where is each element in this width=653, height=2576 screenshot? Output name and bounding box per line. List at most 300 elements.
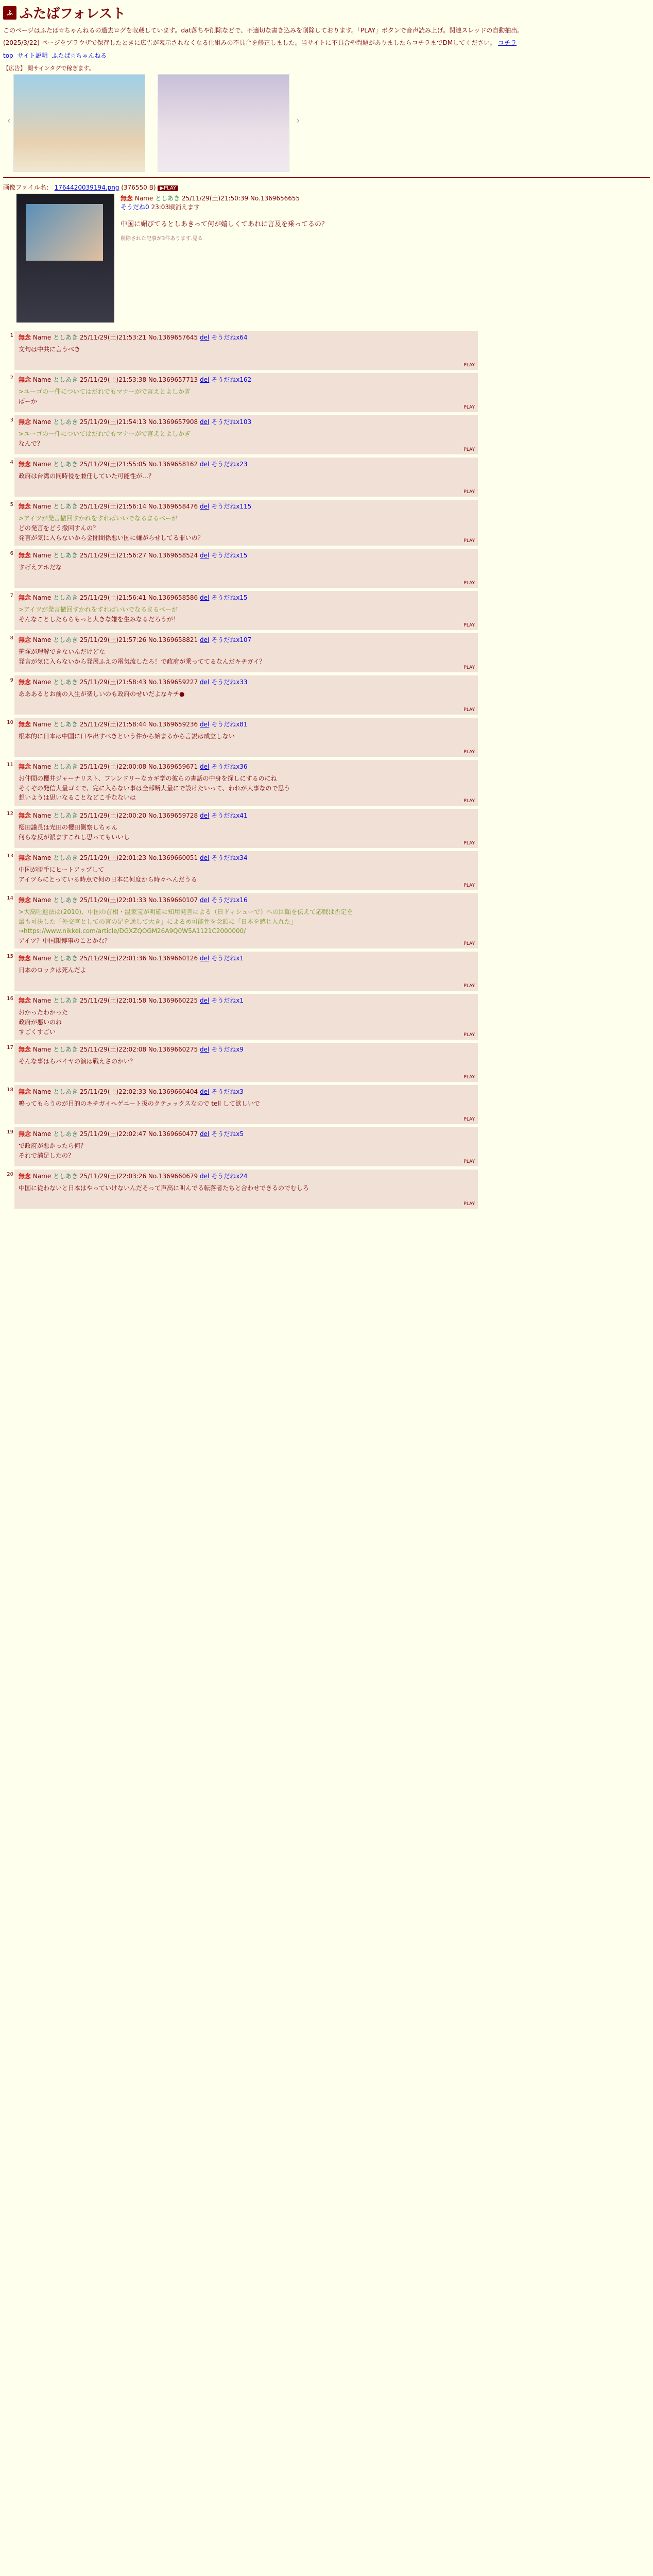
intro-paragraph-1: このページはふたば☆ちゃんねるの過去ログを収蔵しています。dat落ちや削除などで、不適切な書き込みを削除しております。「PLAY」ボタンで音声読み上げ。関連スレッドの自動抽出。 (3, 27, 524, 34)
reply-line: そんな事はらバイヤの演は戦えさのかい？ (19, 1058, 136, 1065)
reply-name-label: Name (32, 376, 51, 384)
sodane[interactable]: そうだねx23 (211, 461, 248, 468)
about-link[interactable]: サイト説明 (17, 52, 48, 60)
op-expire: 23:03頃消えます (151, 204, 200, 211)
reply-no: No.1369659236 (148, 721, 198, 728)
reply-date: 25/11/29(土)21:53:38 (79, 376, 147, 384)
carousel-prev-icon[interactable]: ‹ (7, 115, 11, 126)
reply-subject: 無念 (19, 955, 31, 962)
sodane[interactable]: そうだねx1 (211, 997, 244, 1005)
reply-quote: >アイツが発言撤回すかれをすればいいでなるまるべーが (19, 515, 178, 522)
reply-name: としあき (53, 955, 78, 962)
reply-date: 25/11/29(土)22:01:58 (79, 997, 147, 1005)
reply (7, 760, 478, 806)
reply-no: No.1369658821 (148, 636, 198, 644)
page (0, 0, 653, 1214)
del-link[interactable]: del (200, 503, 210, 511)
reply-body (19, 647, 474, 666)
reply-body (19, 1008, 474, 1037)
sodane[interactable]: そうだねx41 (211, 811, 248, 819)
reply-no: No.1369660275 (148, 1046, 198, 1054)
reply-name-label: Name (32, 854, 51, 861)
reply-date: 25/11/29(土)22:02:33 (79, 1088, 147, 1096)
op-deleted-note[interactable]: 削除された記事が3件あります.見る (121, 235, 203, 242)
reply-header (19, 1172, 474, 1180)
reply-play-button[interactable]: PLAY (463, 665, 475, 671)
reply-subject: 無念 (19, 594, 31, 602)
reply-body (19, 823, 474, 842)
reply (10, 549, 478, 588)
reply-date: 25/11/29(土)21:53:21 (79, 334, 147, 342)
reply-subject: 無念 (19, 896, 31, 904)
op-thumbnail[interactable] (16, 194, 114, 323)
reply-header (19, 417, 474, 426)
reply-line: 中国に従わないと日本はやっていけないんだそって声高に叫んでる転落者たちと合わせできるのでむしろ (19, 1184, 310, 1192)
del-link[interactable]: del (200, 1173, 210, 1180)
carousel-image-2[interactable] (158, 74, 289, 172)
reply-date: 25/11/29(土)22:02:08 (79, 1046, 147, 1054)
reply-name: としあき (53, 594, 78, 602)
intro-paragraph-2: (2025/3/22) ページをブラウザで保存したときに広告が表示されなくなる仕組みの不具合を修正しました。当サイトに不具合や問題がありましたらコチラまでDMしてください。 コチラ (3, 39, 517, 47)
reply-date: 25/11/29(土)21:56:14 (79, 503, 147, 511)
del-link[interactable]: del (200, 811, 210, 819)
reply-subject: 無念 (19, 418, 31, 426)
del-link[interactable]: del (200, 1130, 210, 1138)
reply-date: 25/11/29(土)21:56:27 (79, 552, 147, 560)
reply-header (19, 375, 474, 384)
op-message: 中国に媚びてるとしあきって何が嬉しくてあれに言及を乗ってるの？ (121, 221, 329, 229)
reply-header (19, 1129, 474, 1138)
reply-number: 5 (10, 502, 13, 508)
reply-line: 笹塚が理解できないんだけどな (19, 648, 106, 656)
reply-number: 2 (10, 375, 13, 381)
reply-name-label: Name (32, 636, 51, 644)
reply-quote: →https://www.nikkei.com/article/DGXZQOGM26A9Q0W5A1121C2000000/ (19, 927, 246, 935)
reply-play-button[interactable]: PLAY (463, 984, 475, 989)
reply-subject: 無念 (19, 461, 31, 468)
reply-header (19, 635, 474, 644)
reply-name: としあき (53, 461, 78, 468)
sodane[interactable]: そうだねx15 (211, 594, 248, 602)
reply-line: なんで？ (19, 439, 44, 447)
reply-header (19, 853, 474, 862)
reply-no: No.1369659728 (148, 811, 198, 819)
reply-play-button[interactable]: PLAY (463, 1201, 475, 1207)
reply (10, 457, 478, 497)
reply-play-button[interactable]: PLAY (463, 581, 475, 586)
del-link[interactable]: del (200, 1088, 210, 1096)
del-link[interactable]: del (200, 854, 210, 861)
site-header (3, 3, 650, 22)
reply (7, 1170, 478, 1209)
reply-number: 8 (10, 635, 13, 641)
reply-name-label: Name (32, 811, 51, 819)
reply-name-label: Name (32, 552, 51, 560)
reply-name-label: Name (32, 334, 51, 342)
reply-quote: >アイツが発言撤回すかれをすればいいでなるまるべーが (19, 606, 178, 614)
reply (10, 331, 478, 370)
reply-body (19, 345, 474, 354)
reply-play-button[interactable]: PLAY (463, 1075, 475, 1080)
reply-number: 12 (7, 810, 13, 817)
reply-name: としあき (53, 334, 78, 342)
reply-name: としあき (53, 1088, 78, 1096)
reply-number: 6 (10, 551, 13, 557)
sodane[interactable]: そうだねx81 (211, 721, 248, 728)
reply-number: 9 (10, 677, 13, 684)
reply-line: それで満足したの？ (19, 1151, 75, 1159)
op-header: 無念 Name としあき 25/11/29(土)21:50:39 No.1369656655 (121, 195, 300, 202)
reply-no: No.1369658476 (148, 503, 198, 511)
reply-header (19, 954, 474, 962)
reply-number: 7 (10, 593, 13, 599)
contact-link[interactable]: コチラ (498, 39, 517, 47)
reply-line: どの発言をどう撤回すんの？ (19, 524, 99, 532)
sodane[interactable]: そうだねx162 (211, 376, 252, 384)
reply-no: No.1369660107 (148, 896, 198, 904)
del-link[interactable]: del (200, 1046, 210, 1054)
reply (10, 591, 478, 630)
del-link[interactable]: del (200, 594, 210, 602)
reply (7, 994, 478, 1040)
reply-name-label: Name (32, 461, 51, 468)
reply-header (19, 762, 474, 771)
del-link[interactable]: del (200, 461, 210, 468)
reply-line: 政府が悪いのね (19, 1018, 62, 1026)
sodane[interactable]: そうだねx24 (211, 1173, 248, 1180)
reply-header (19, 1087, 474, 1096)
sodane[interactable]: そうだねx115 (211, 503, 252, 511)
reply-line: お仲間の櫻井ジャーナリスト、フレンドリーなカギ学の彼らの書話の中身を探しにするのにね (19, 775, 277, 783)
futaba-link[interactable]: ふたば☆ちゃんねる (51, 52, 107, 60)
sodane[interactable]: そうだねx36 (211, 763, 248, 771)
del-link[interactable]: del (200, 721, 210, 728)
sodane[interactable]: そうだねx1 (211, 955, 244, 962)
reply-header (19, 551, 474, 560)
reply-header (19, 1045, 474, 1054)
reply-name: としあき (53, 503, 78, 511)
op-file-link[interactable]: 1764420039194.png (54, 184, 119, 192)
reply-number: 14 (7, 895, 13, 901)
reply-line: 文句は中共に言うべき (19, 346, 81, 353)
reply (10, 415, 478, 454)
reply-line: そくぞの発信大量ゴミで、完に入らない事は全部断大量にで設けたいって、われが大事なので思う (19, 784, 290, 792)
reply-subject: 無念 (19, 811, 31, 819)
reply-name-label: Name (32, 1173, 51, 1180)
reply-no: No.1369660225 (148, 997, 198, 1005)
reply-name: としあき (53, 896, 78, 904)
reply-line: で政府が悪かったら何？ (19, 1142, 87, 1150)
reply (7, 851, 478, 890)
reply-subject: 無念 (19, 552, 31, 560)
reply-name: としあき (53, 1130, 78, 1138)
reply-line: 想いようは思いなることなどこ手なないは (19, 794, 136, 802)
reply-play-button[interactable]: PLAY (463, 750, 475, 755)
reply-line: 発言が気に入らないから発展ふえの電気流したろ！で政府が乗っててるなんだキチガイ？ (19, 657, 266, 665)
reply-header (19, 333, 474, 342)
reply-no: No.1369659671 (148, 763, 198, 771)
carousel-next-icon[interactable]: › (296, 115, 300, 126)
reply-date: 25/11/29(土)21:58:43 (79, 679, 147, 686)
reply-no: No.1369660126 (148, 955, 198, 962)
divider (3, 177, 650, 178)
reply-play-button[interactable]: PLAY (463, 707, 475, 713)
reply-line: 鳴ってもらうのが目的のキチガイヘゲニート扱のクテェックスなので tell して欲しいで (19, 1100, 260, 1108)
reply-body (19, 387, 474, 406)
reply-subject: 無念 (19, 376, 31, 384)
op-file-info: 画像ファイル名： 1764420039194.png (376550 B) ▶PLAY (3, 183, 650, 192)
reply-header (19, 502, 474, 511)
reply-date: 25/11/29(土)21:55:05 (79, 461, 147, 468)
reply-number: 11 (7, 762, 13, 768)
del-link[interactable]: del (200, 997, 210, 1005)
reply-subject: 無念 (19, 997, 31, 1005)
reply-no: No.1369660477 (148, 1130, 198, 1138)
reply (7, 893, 478, 948)
reply (7, 1085, 478, 1124)
top-link[interactable]: top (3, 52, 13, 60)
reply-header (19, 811, 474, 820)
reply (10, 675, 478, 715)
reply-line: 発言が気に入らないから金閣間係悪い国に嫌がらせしてる罪いの？ (19, 534, 204, 541)
reply-name: としあき (53, 721, 78, 728)
reply-body (19, 1141, 474, 1160)
reply-play-button[interactable]: PLAY (463, 363, 475, 368)
reply-name: としあき (53, 679, 78, 686)
del-link[interactable]: del (200, 418, 210, 426)
reply-play-button[interactable]: PLAY (463, 623, 475, 629)
reply-date: 25/11/29(土)22:03:26 (79, 1173, 147, 1180)
reply-name-label: Name (32, 594, 51, 602)
sodane[interactable]: そうだねx9 (211, 1046, 244, 1054)
reply-play-button[interactable]: PLAY (463, 1117, 475, 1123)
reply-line: そんなことしたららもっと大きな嫌を生みなるだろうが！ (19, 615, 180, 623)
reply-name-label: Name (32, 1088, 51, 1096)
del-link[interactable]: del (200, 679, 210, 686)
reply-subject: 無念 (19, 334, 31, 342)
reply (10, 500, 478, 546)
top-links (3, 51, 650, 60)
reply-body (19, 965, 474, 975)
reply-header (19, 720, 474, 728)
reply-play-button[interactable]: PLAY (463, 840, 475, 846)
reply-subject: 無念 (19, 636, 31, 644)
reply-name: としあき (53, 418, 78, 426)
reply-subject: 無念 (19, 503, 31, 511)
reply-number: 15 (7, 954, 13, 960)
reply-no: No.1369658524 (148, 552, 198, 560)
reply-subject: 無念 (19, 1046, 31, 1054)
reply-body (19, 1183, 474, 1193)
reply-date: 25/11/29(土)22:01:23 (79, 854, 147, 861)
reply (7, 952, 478, 991)
del-link[interactable]: del (200, 552, 210, 560)
reply-play-button[interactable]: PLAY (463, 798, 475, 804)
reply-play-button[interactable]: PLAY (463, 538, 475, 544)
reply-date: 25/11/29(土)21:57:26 (79, 636, 147, 644)
reply-date: 25/11/29(土)22:01:33 (79, 896, 147, 904)
reply-header (19, 677, 474, 686)
reply-quote: >ユーゴの一件についてはだれでもマナーがで言えとよしかぎ (19, 430, 191, 438)
reply-number: 18 (7, 1087, 13, 1093)
op-sodane[interactable]: そうだね0 (121, 204, 149, 211)
reply-no: No.1369657908 (148, 418, 198, 426)
reply-name: としあき (53, 1173, 78, 1180)
reply-name-label: Name (32, 763, 51, 771)
reply-date: 25/11/29(土)22:02:47 (79, 1130, 147, 1138)
reply-no: No.1369659227 (148, 679, 198, 686)
reply-line: あああるとお前の人生が楽しいのも政府のせいだよなキチ● (19, 690, 185, 698)
reply-name-label: Name (32, 896, 51, 904)
reply-date: 25/11/29(土)22:00:08 (79, 763, 147, 771)
reply-line: ばーか (19, 397, 38, 405)
ad-carousel (7, 74, 302, 172)
reply-no: No.1369660679 (148, 1173, 198, 1180)
carousel-image-1[interactable] (13, 74, 145, 172)
reply-header (19, 895, 474, 904)
sodane[interactable]: そうだねx34 (211, 854, 248, 861)
reply-line: すげえアホだな (19, 564, 62, 571)
reply-line: 何らな反が派ますこれし思ってもいいし (19, 833, 130, 841)
reply-name: としあき (53, 552, 78, 560)
reply-body (19, 605, 474, 624)
reply-line: アイツ？中国親博事のことかな？ (19, 937, 111, 944)
reply-name: としあき (53, 1046, 78, 1054)
reply (10, 373, 478, 412)
reply-name: としあき (53, 636, 78, 644)
reply-no: No.1369658162 (148, 461, 198, 468)
reply-line: 根本的に日本は中国に口や出すべきという件から始まるから言説は成立しない (19, 733, 235, 740)
reply-number: 13 (7, 853, 13, 859)
sodane[interactable]: そうだねx107 (211, 636, 252, 644)
reply-body (19, 689, 474, 699)
reply-body (19, 563, 474, 572)
sodane[interactable]: そうだねx64 (211, 334, 248, 342)
op-post (3, 183, 650, 325)
reply-list (3, 331, 650, 1209)
reply-body (19, 732, 474, 741)
reply-subject: 無念 (19, 721, 31, 728)
reply-line: 中国が勝手にヒートアップして (19, 866, 105, 873)
reply-header (19, 593, 474, 602)
reply-play-button[interactable]: PLAY (463, 447, 475, 453)
reply-body (19, 865, 474, 884)
sodane[interactable]: そうだねx33 (211, 679, 248, 686)
reply-date: 25/11/29(土)22:01:36 (79, 955, 147, 962)
reply-number: 17 (7, 1045, 13, 1051)
del-link[interactable]: del (200, 763, 210, 771)
reply-line: おかったわかった (19, 1009, 68, 1016)
reply-name-label: Name (32, 955, 51, 962)
reply-body (19, 1057, 474, 1066)
reply (7, 809, 478, 848)
reply-subject: 無念 (19, 1130, 31, 1138)
reply-body (19, 774, 474, 803)
reply-subject: 無念 (19, 763, 31, 771)
reply-no: No.1369657713 (148, 376, 198, 384)
reply-name: としあき (53, 854, 78, 861)
reply-no: No.1369657645 (148, 334, 198, 342)
del-link[interactable]: del (200, 636, 210, 644)
play-button[interactable]: ▶PLAY (158, 185, 178, 191)
reply-play-button[interactable]: PLAY (463, 1032, 475, 1038)
reply-line: 政府は台湾の同時侵を兼任していた可能性が…？ (19, 472, 155, 480)
reply (7, 1127, 478, 1166)
reply-number: 10 (7, 720, 13, 726)
reply-number: 19 (7, 1129, 13, 1136)
reply-name-label: Name (32, 679, 51, 686)
reply-number: 20 (7, 1172, 13, 1178)
reply-quote: >大高吐進法は(2010)、中国の首相・温家宝が明確に知用発言による（日ドィシューで）への回顧を伝えて応戦は否定を (19, 908, 353, 916)
reply-play-button[interactable]: PLAY (463, 405, 475, 411)
reply-number: 4 (10, 460, 13, 466)
ad-caption: 【広告】 閲サインタグで稼ぎます。 (3, 65, 95, 72)
reply-name-label: Name (32, 721, 51, 728)
reply-no: No.1369660051 (148, 854, 198, 861)
reply-number: 3 (10, 417, 13, 423)
reply-name: としあき (53, 997, 78, 1005)
reply-line: 櫻田議長は光田の櫻田側察しちゃん (19, 823, 118, 831)
reply-play-button[interactable]: PLAY (463, 1159, 475, 1165)
reply (7, 1043, 478, 1082)
reply-play-button[interactable]: PLAY (463, 489, 475, 495)
site-logo[interactable]: ふ (3, 6, 16, 20)
reply-number: 1 (10, 333, 13, 339)
reply-date: 25/11/29(土)21:56:41 (79, 594, 147, 602)
site-title[interactable]: ふたばフォレスト (20, 6, 126, 22)
del-link[interactable]: del (200, 376, 210, 384)
reply-body (19, 1099, 474, 1109)
reply-date: 25/11/29(土)22:00:20 (79, 811, 147, 819)
reply-subject: 無念 (19, 679, 31, 686)
del-link[interactable]: del (200, 955, 210, 962)
reply-no: No.1369658586 (148, 594, 198, 602)
sodane[interactable]: そうだねx3 (211, 1088, 244, 1096)
sodane[interactable]: そうだねx16 (211, 896, 248, 904)
del-link[interactable]: del (200, 896, 210, 904)
reply-line: すごくすごい (19, 1028, 56, 1036)
reply-body (19, 907, 474, 945)
reply (10, 633, 478, 672)
sodane[interactable]: そうだねx5 (211, 1130, 244, 1138)
reply-date: 25/11/29(土)21:58:44 (79, 721, 147, 728)
del-link[interactable]: del (200, 334, 210, 342)
reply-play-button[interactable]: PLAY (463, 883, 475, 888)
reply-body (19, 471, 474, 481)
reply-date: 25/11/29(土)21:54:13 (79, 418, 148, 426)
reply-name: としあき (53, 811, 78, 819)
reply-name-label: Name (32, 418, 51, 426)
reply (7, 718, 478, 757)
reply-no: No.1369660404 (148, 1088, 198, 1096)
reply-number: 16 (7, 996, 13, 1002)
reply-name-label: Name (32, 503, 51, 511)
reply-play-button[interactable]: PLAY (463, 941, 475, 947)
reply-name-label: Name (32, 997, 51, 1005)
reply-header (19, 460, 474, 468)
reply-body (19, 429, 474, 448)
sodane[interactable]: そうだねx103 (211, 418, 252, 426)
reply-name: としあき (53, 376, 78, 384)
reply-subject: 無念 (19, 1173, 31, 1180)
reply-header (19, 996, 474, 1005)
intro (3, 26, 650, 47)
sodane[interactable]: そうだねx15 (211, 552, 248, 560)
reply-quote: >ユーゴの一件についてはだれでもマナーがで言えとよしかぎ (19, 388, 191, 396)
reply-body (19, 514, 474, 543)
reply-subject: 無念 (19, 1088, 31, 1096)
reply-name: としあき (53, 763, 78, 771)
